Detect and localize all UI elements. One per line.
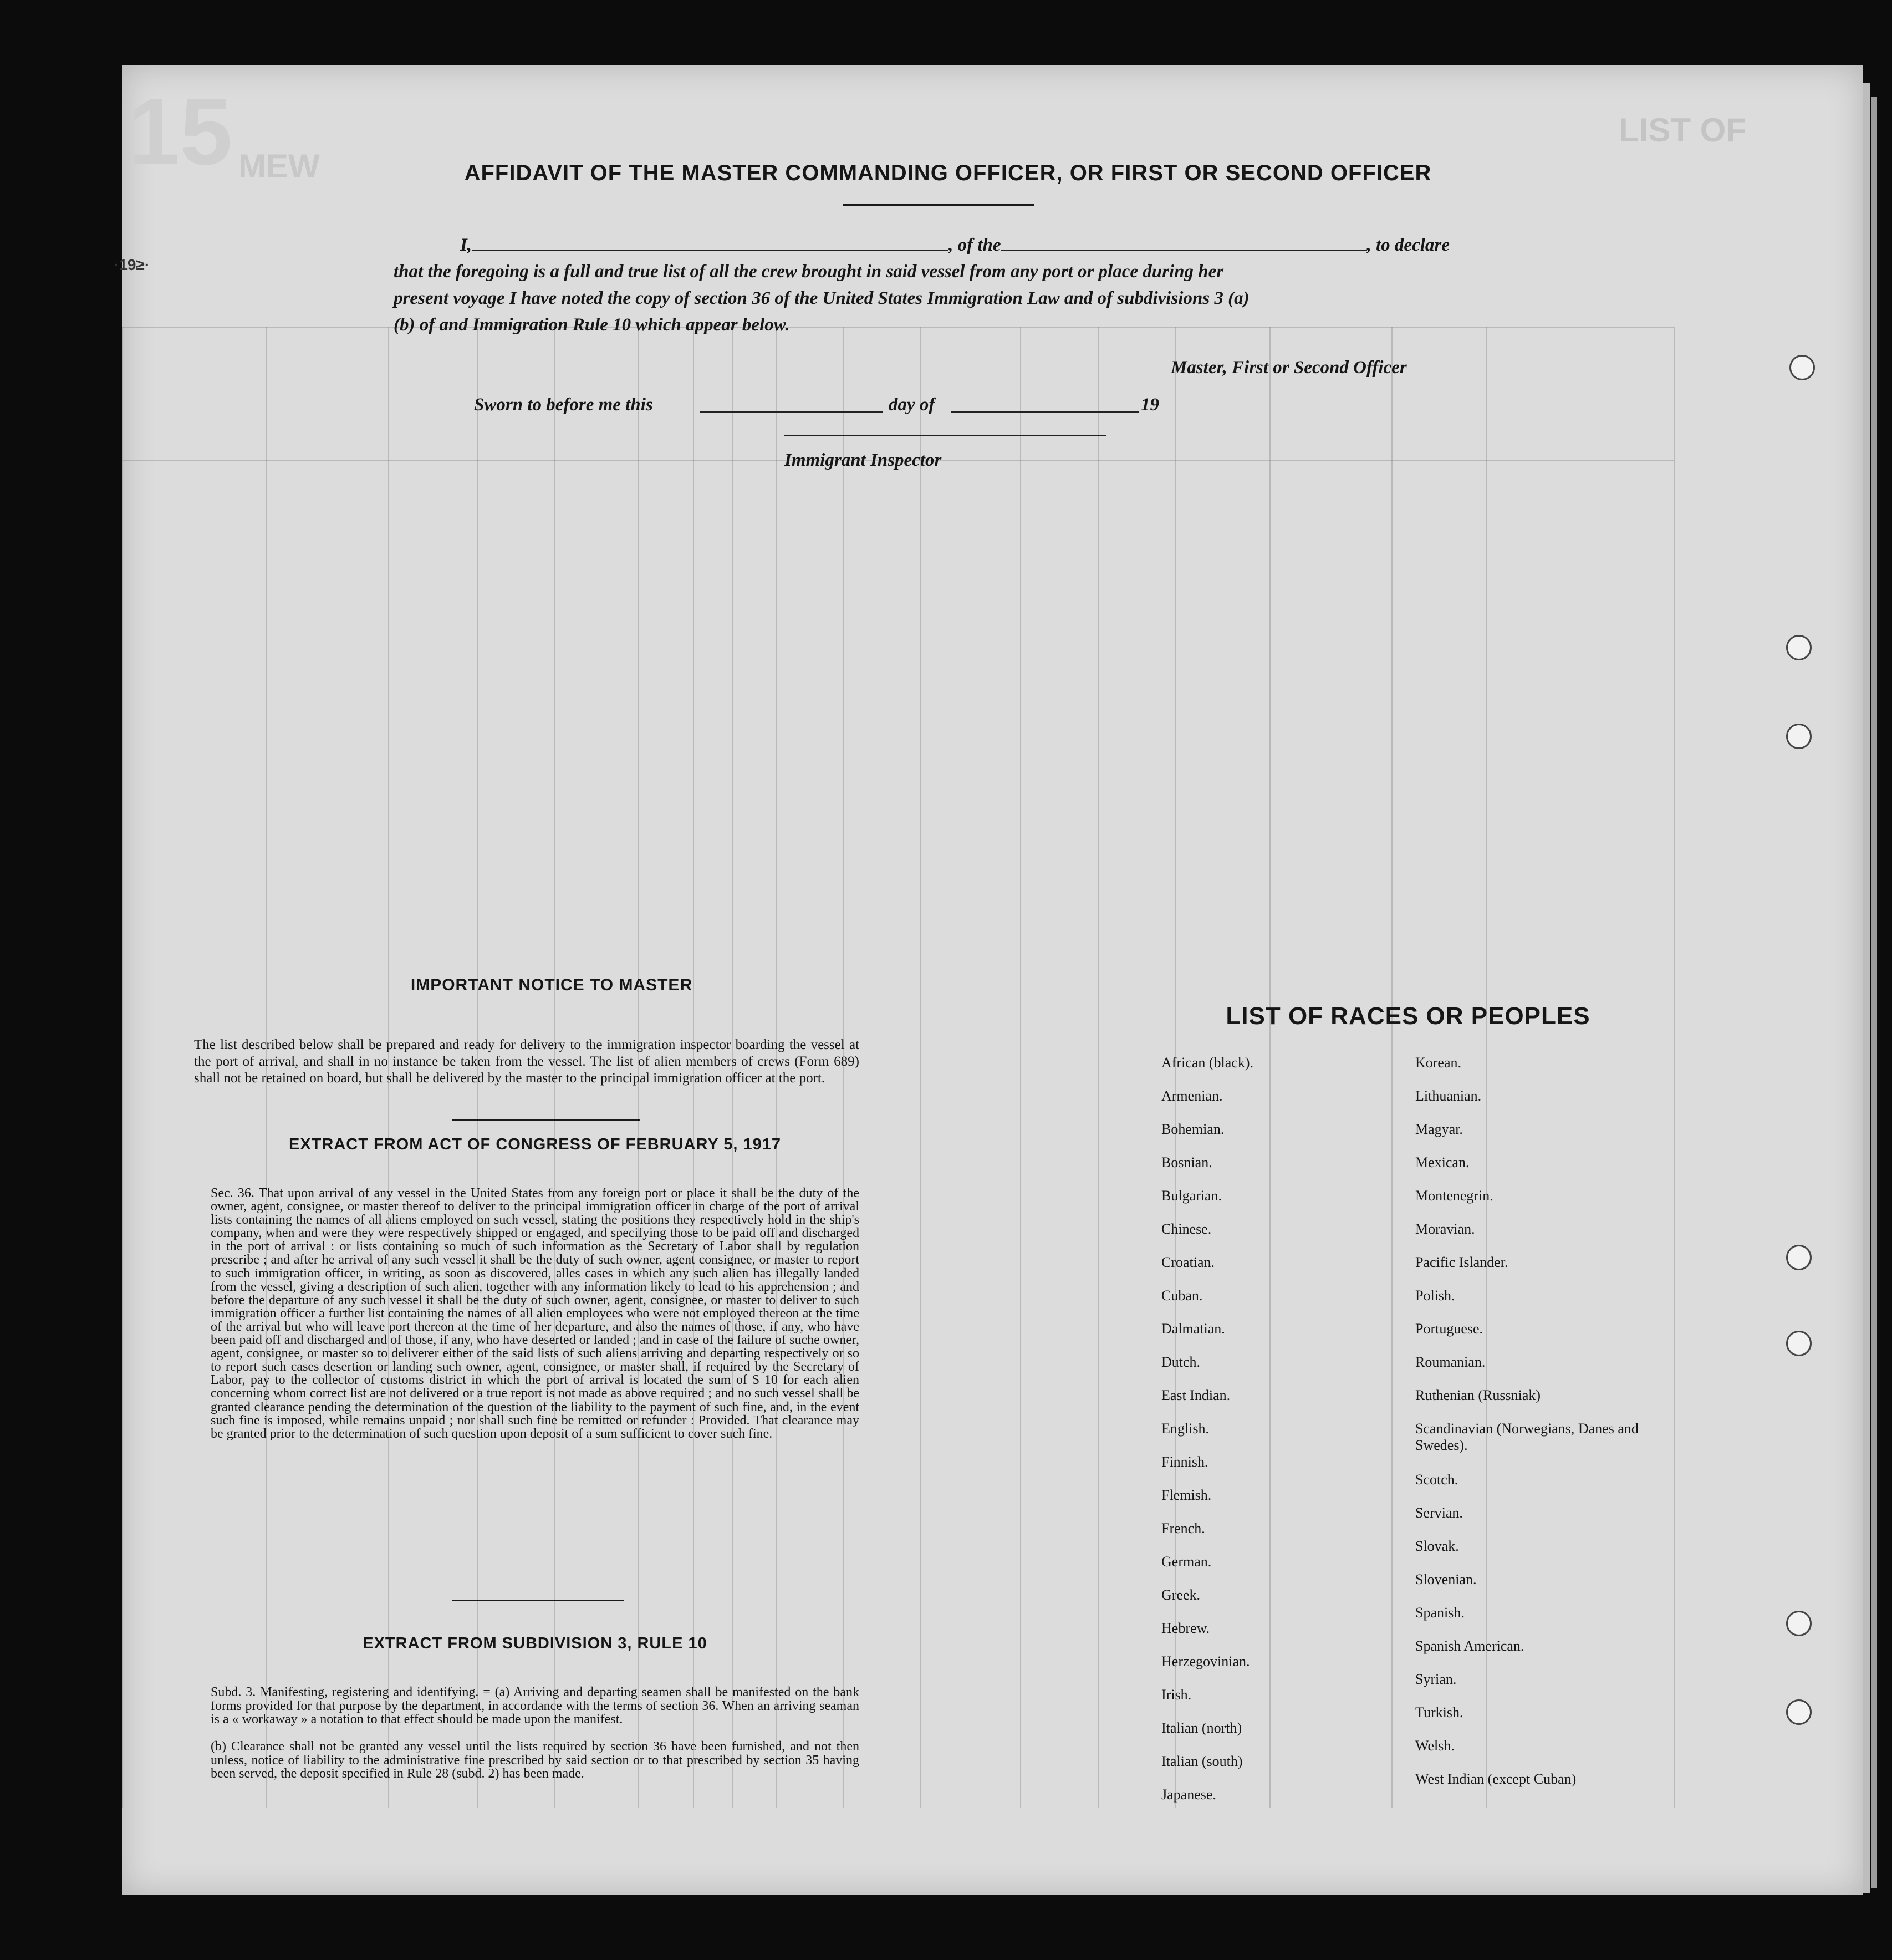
race-item: Spanish American. [1415,1638,1524,1654]
affidavit-part1: I, [460,235,472,255]
race-item: Moravian. [1415,1221,1475,1237]
race-item: Dutch. [1161,1354,1201,1370]
race-item: Croatian. [1161,1254,1215,1270]
race-item: French. [1161,1520,1205,1536]
bleed-through-heading: MEW [238,147,320,185]
race-item: Cuban. [1161,1287,1203,1304]
race-item: Welsh. [1415,1738,1455,1754]
affidavit-title: AFFIDAVIT OF THE MASTER COMMANDING OFFICER, OR FIRST OR SECOND OFFICER [464,161,1432,185]
bleed-through-number: 15 [128,79,233,185]
race-item: Servian. [1415,1505,1463,1521]
notice-text: The list described below shall be prepared and ready for delivery to the immigration inspector boarding the vessel at the port of arrival, and shall in no instance be taken from the vessel. The list of alien members of crews (Form 689) shall not be retained on board, but shall be delivered by the master to the principal immigration officer at the port. [194,1037,859,1086]
race-item: Italian (north) [1161,1720,1242,1736]
race-item: East Indian. [1161,1387,1231,1403]
page-edge [1871,97,1877,1888]
race-item: Portuguese. [1415,1321,1483,1337]
race-item: Greek. [1161,1587,1201,1603]
affidavit-line4: (b) of and Immigration Rule 10 which appear below. [394,315,790,335]
title-rule [843,204,1034,206]
race-item: Scotch. [1415,1472,1458,1488]
race-item: Scandinavian (Norwegians, Danes and Swedes). [1415,1421,1639,1453]
race-item: Irish. [1161,1687,1192,1703]
race-item: Bulgarian. [1161,1188,1222,1204]
race-item: Pacific Islander. [1415,1254,1508,1270]
race-item: German. [1161,1554,1212,1570]
race-item: Chinese. [1161,1221,1212,1237]
race-item: Bosnian. [1161,1154,1212,1170]
name-blank [472,233,948,251]
punch-hole [1786,1245,1812,1270]
race-item: Polish. [1415,1287,1455,1304]
race-item: Lithuanian. [1415,1088,1482,1104]
race-item: Syrian. [1415,1671,1457,1687]
month-blank [951,411,1139,413]
master-signature-label: Master, First or Second Officer [1171,358,1407,378]
races-heading: LIST OF RACES OR PEOPLES [1226,1002,1590,1030]
vessel-blank [1001,233,1367,251]
race-item: Montenegrin. [1415,1188,1493,1204]
race-item: Spanish. [1415,1605,1465,1621]
race-item: Flemish. [1161,1487,1212,1503]
race-item: Slovak. [1415,1538,1459,1554]
punch-hole [1786,635,1812,660]
act-heading: EXTRACT FROM ACT OF CONGRESS OF FEBRUARY 5, 1917 [288,1136,782,1153]
race-item: African (black). [1161,1055,1254,1071]
day-blank [700,411,883,413]
race-item: Hebrew. [1161,1620,1210,1636]
race-item: English. [1161,1421,1209,1437]
punch-hole [1786,724,1812,749]
race-item: Finnish. [1161,1454,1208,1470]
affidavit-line3: present voyage I have noted the copy of section 36 of the United States Immigration Law and of subdivisions 3 (a) [394,288,1250,308]
bleed-through-heading: LIST OF [1619,111,1746,149]
races-column-1 [1161,1055,1394,1820]
section-divider [452,1600,624,1601]
punch-hole [1789,355,1815,380]
affidavit-line2: that the foregoing is a full and true list of all the crew brought in said vessel from any port or place during her [394,262,1224,282]
race-item: Slovenian. [1415,1571,1477,1587]
race-item: Armenian. [1161,1088,1223,1104]
race-item: Herzegovinian. [1161,1653,1250,1669]
rule-heading: EXTRACT FROM SUBDIVISION 3, RULE 10 [363,1635,707,1652]
inspector-label: Immigrant Inspector [784,450,942,470]
affidavit-part3: , to declare [1366,235,1450,255]
affidavit-part2: , of the [948,235,1001,255]
section-divider [452,1119,640,1121]
sworn-label: Sworn to before me this [474,395,653,415]
race-item: Roumanian. [1415,1354,1486,1370]
race-item: Magyar. [1415,1121,1463,1137]
race-item: Mexican. [1415,1154,1470,1170]
year-label: 19 [1141,395,1159,415]
race-item: Japanese. [1161,1786,1216,1803]
race-item: Bohemian. [1161,1121,1225,1137]
punch-hole [1786,1611,1812,1636]
race-item: Turkish. [1415,1704,1463,1720]
act-text: Sec. 36. That upon arrival of any vessel in the United States from any foreign port or place it shall be the duty of the owner, agent, consignee, or master thereof to deliver to the principal immigration officer in charge of the port of arrival lists containing the names of all aliens employed on such vessel, stating the positions they respectively hold in the ship's company, when and were they were respectively shipped or engaged, and specifying those to be paid off and discharged in the port of arrival : or lists containing so much of such information as the Secretary of Labor shall by regulation prescribe ; and after he arrival of any such vessel it shall be the duty of such owner, agent consignee, or master to report to such immigration officer, in writing, as soon as discovered, alles cases in which any such alien has illegally landed from the vessel, giving a description of such alien, together with any information likely to lead to his apprehension ; and before the departure of any such vessel it shall be the duty of such owner, agent, consignee, or master to deliver to such immigration officer a further list containing the names of all alien employees who were not employed thereon at the time of the arrival but who will leave port thereon at the time of her departure, and also the names of those, if any, who have been paid off and discharged and of those, if any, who have deserted or landed ; and in case of the failure of suche owner, agent, consignee, or master so to deliverer either of the said lists of such aliens arriving and departing respectively or so to report such cases desertion or landing such owner, agent, consignee, or master shall, if required by the Secretary of Labor, pay to the collector of customs district in which the port of arrival is located the sum of $ 10 for each alien concerning whom correct list are not delivered or a true report is not made as above required ; and no such vessel shall be granted clearance pending the determination of the question of the liability to the payment of such fine, and, in the event such fine is imposed, while remains unpaid ; nor shall such fine be remitted or refunder : Provided. That clearance may be granted prior to the determination of such question upon deposit of a sum sufficient to cover such fine. [211,1186,859,1441]
race-item: Italian (south) [1161,1753,1243,1769]
rule-text-b: (b) Clearance shall not be granted any vessel until the lists required by section 36 have been furnished, and not then unless, notice of liability to the administrative fine prescribed by said section or to that prescribed by section 35 having been served, the deposit specified in Rule 28 (subd. 2) has been made. [211,1739,859,1781]
punch-hole [1786,1331,1812,1356]
rule-text-a: Subd. 3. Manifesting, registering and identifying. = (a) Arriving and departing seamen shall be manifested on the bank forms provided for that purpose by the department, in accordance with the terms of section 36. When an arriving seaman is a « workaway » a notation to that effect should be made upon the manifest. [211,1685,859,1727]
race-item: West Indian (except Cuban) [1415,1771,1577,1787]
stamp-mark: ·19≥· [114,256,150,273]
punch-hole [1786,1699,1812,1725]
inspector-signature-line [784,435,1106,436]
race-item: Dalmatian. [1161,1321,1225,1337]
race-item: Korean. [1415,1055,1462,1071]
page-edge [1863,83,1870,1893]
races-column-2 [1415,1055,1659,1804]
day-of-label: day of [889,395,935,415]
notice-heading: IMPORTANT NOTICE TO MASTER [410,976,693,994]
race-item: Ruthenian (Russniak) [1415,1387,1541,1403]
affidavit-text [394,232,1502,338]
